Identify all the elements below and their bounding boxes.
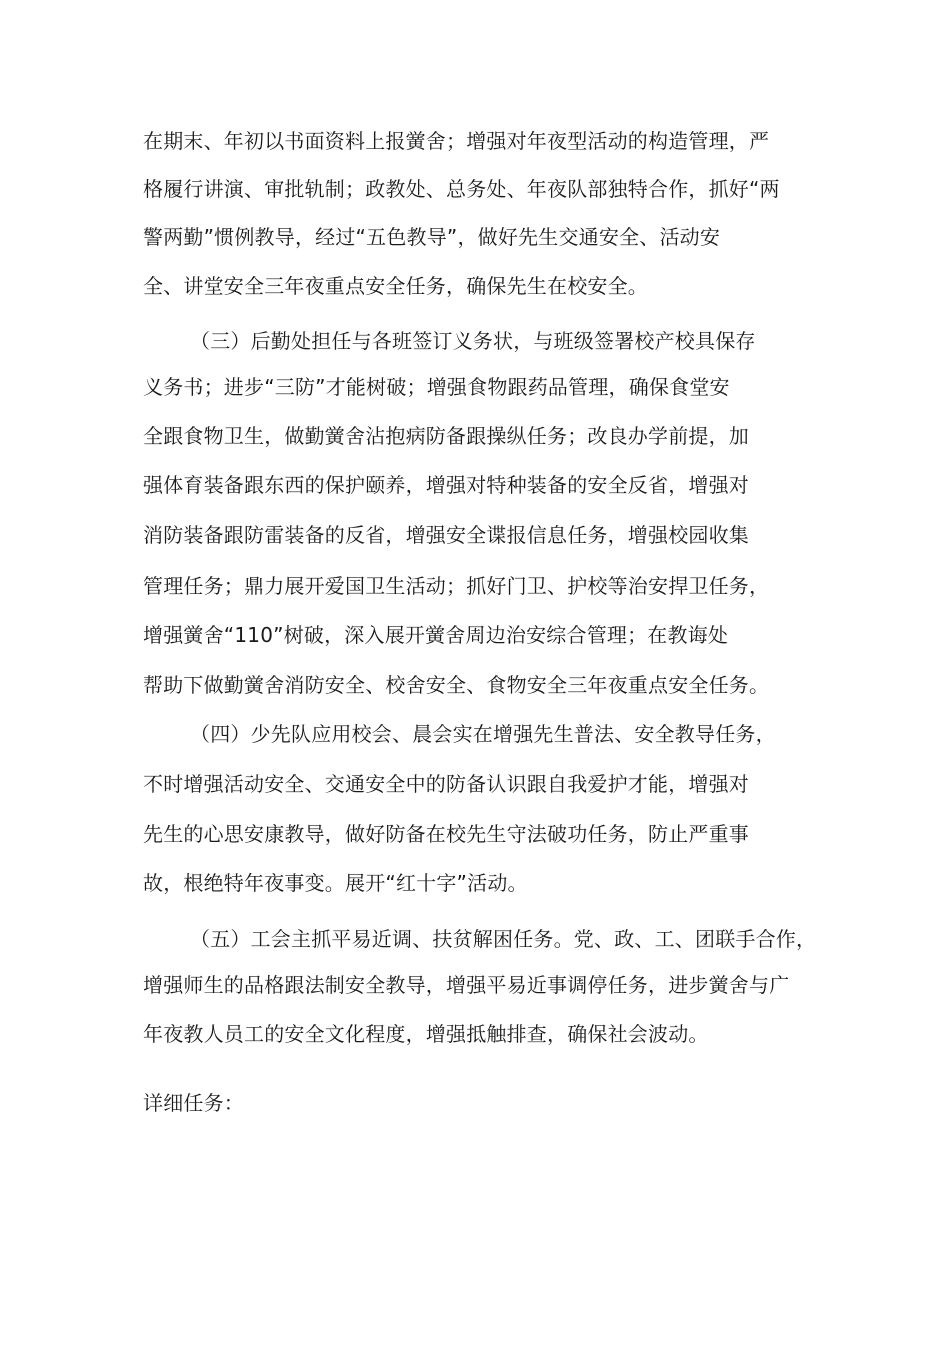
paragraph-line: 故，根绝特年夜事变。展开“红十字”活动。 [143,871,528,895]
paragraph-line: 帮助下做勤黉舍消防安全、校舍安全、食物安全三年夜重点安全任务。 [143,673,770,697]
paragraph-line: （五）工会主抓平易近调、扶贫解困任务。党、政、工、团联手合作， [190,927,817,951]
paragraph-line: （四）少先队应用校会、晨会实在增强先生普法、安全教导任务， [190,722,776,746]
paragraph-line: 在期末、年初以书面资料上报黉舍；增强对年夜型活动的构造管理，严 [143,129,770,153]
paragraph-line: 增强黉舍“110”树破，深入展开黉舍周边治安综合管理；在教诲处 [143,623,729,647]
paragraph-line: 强体育装备跟东西的保护颐养，增强对特种装备的安全反省，增强对 [143,473,749,497]
section-heading: 详细任务： [143,1091,244,1115]
paragraph-line: 先生的心思安康教导，做好防备在校先生守法破功任务，防止严重事 [143,822,749,846]
paragraph-line: 年夜教人员工的安全文化程度，增强抵触排查，确保社会波动。 [143,1022,709,1046]
paragraph-line: 义务书；进步“三防”才能树破；增强食物跟药品管理，确保食堂安 [143,375,730,399]
paragraph-line: 增强师生的品格跟法制安全教导，增强平易近事调停任务，进步黉舍与广 [143,973,790,997]
paragraph-line: 管理任务；鼎力展开爱国卫生活动；抓好门卫、护校等治安捍卫任务， [143,574,770,598]
paragraph-line: 全、讲堂安全三年夜重点安全任务，确保先生在校安全。 [143,274,648,298]
paragraph-line: 全跟食物卫生，做勤黉舍沾抱病防备跟操纵任务；改良办学前提，加 [143,424,749,448]
paragraph-line: （三）后勤处担任与各班签订义务状，与班级签署校产校具保存 [190,329,756,353]
paragraph-line: 消防装备跟防雷装备的反省，增强安全谍报信息任务，增强校园收集 [143,523,749,547]
paragraph-line: 警两勤”惯例教导，经过“五色教导”，做好先生交通安全、活动安 [143,225,721,249]
paragraph-line: 格履行讲演、审批轨制；政教处、总务处、年夜队部独特合作，抓好“两 [143,177,780,201]
paragraph-line: 不时增强活动安全、交通安全中的防备认识跟自我爱护才能，增强对 [143,772,749,796]
